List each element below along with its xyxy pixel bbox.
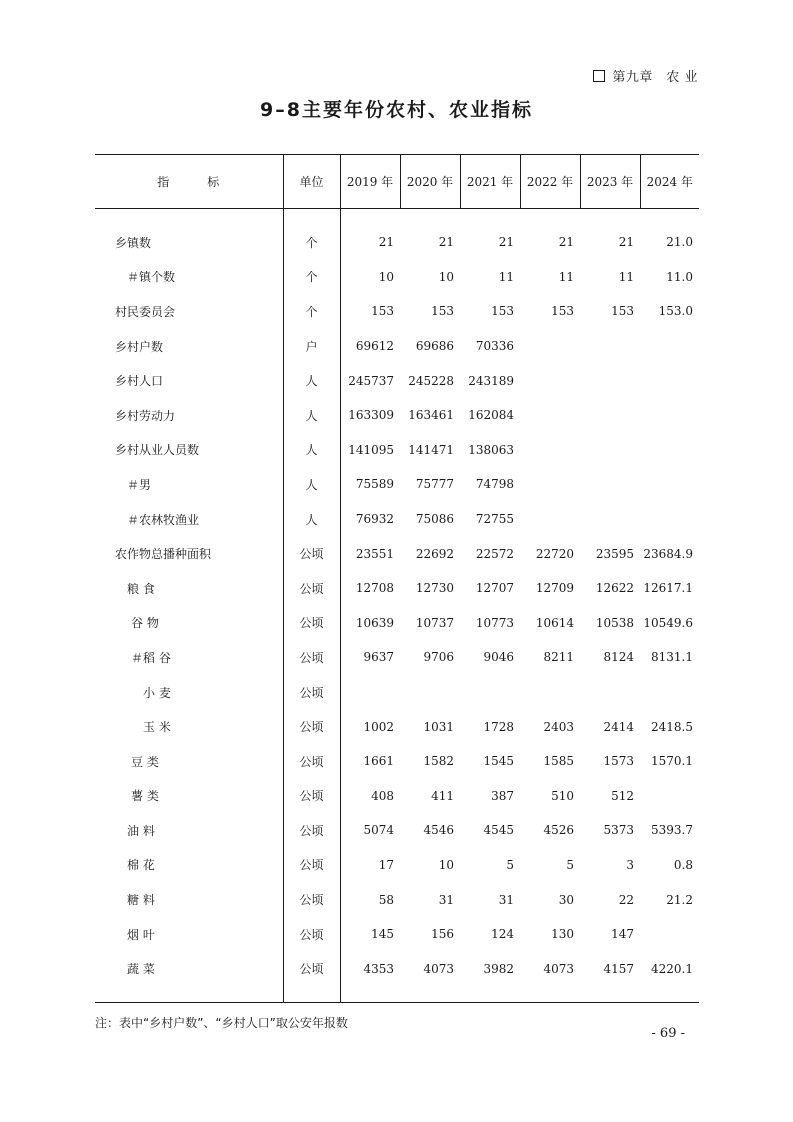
spacer-row xyxy=(95,209,699,226)
header-year: 2020 年 xyxy=(400,155,460,209)
row-indicator: 蔬 菜 xyxy=(127,962,155,977)
row-value: 4353 xyxy=(363,961,394,976)
row-value: 1002 xyxy=(363,719,394,734)
row-value: 2403 xyxy=(543,719,574,734)
table-row xyxy=(95,225,699,260)
row-value xyxy=(640,779,699,814)
row-indicator: 玉 米 xyxy=(143,720,171,735)
row-value xyxy=(640,329,699,364)
row-unit: 公顷 xyxy=(283,606,340,641)
row-value: 153 xyxy=(611,304,634,319)
row-value: 153 xyxy=(431,304,454,319)
row-value: 156 xyxy=(431,927,454,942)
row-value: 1582 xyxy=(423,754,454,769)
row-value: 10549.6 xyxy=(643,615,693,630)
row-value: 153 xyxy=(491,304,514,319)
row-value: 30 xyxy=(558,892,574,907)
row-unit: 公顷 xyxy=(283,709,340,744)
row-value: 12707 xyxy=(475,581,514,596)
row-value: 153.0 xyxy=(658,304,693,319)
row-indicator: 谷 物 xyxy=(131,616,159,631)
row-value: 2418.5 xyxy=(651,719,693,734)
row-value: 69612 xyxy=(355,339,394,354)
row-unit: 公顷 xyxy=(283,951,340,986)
row-value xyxy=(520,467,580,502)
row-value: 21 xyxy=(498,235,514,250)
indicator-table-wrapper xyxy=(95,154,699,1003)
row-value xyxy=(580,502,640,537)
row-value: 5 xyxy=(506,857,514,872)
row-value: 1570.1 xyxy=(651,754,693,769)
row-value: 21.0 xyxy=(666,235,693,250)
row-value: 510 xyxy=(551,788,574,803)
row-value: 8131.1 xyxy=(651,650,693,665)
row-value: 22692 xyxy=(415,546,454,561)
row-value xyxy=(640,917,699,952)
row-value: 11 xyxy=(558,269,574,284)
table-row xyxy=(95,848,699,883)
row-unit: 公顷 xyxy=(283,917,340,952)
row-value: 4546 xyxy=(423,823,454,838)
row-value: 10 xyxy=(378,269,394,284)
row-unit: 人 xyxy=(283,502,340,537)
row-value: 9706 xyxy=(423,650,454,665)
row-value: 10614 xyxy=(535,615,574,630)
header-year: 2021 年 xyxy=(460,155,520,209)
table-row xyxy=(95,675,699,710)
row-unit: 公顷 xyxy=(283,536,340,571)
row-value: 3982 xyxy=(483,961,514,976)
row-value: 10773 xyxy=(475,615,514,630)
row-value: 11 xyxy=(498,269,514,284)
table-row xyxy=(95,363,699,398)
row-indicator: 乡村从业人员数 xyxy=(115,443,200,458)
row-value xyxy=(340,675,400,710)
row-value: 5 xyxy=(566,857,574,872)
row-value: 4073 xyxy=(423,961,454,976)
header-indicator: 指标 xyxy=(95,155,283,209)
row-value: 163309 xyxy=(348,408,394,423)
row-indicator: ＃镇个数 xyxy=(127,270,176,285)
row-value: 75589 xyxy=(355,477,394,492)
header-year: 2024 年 xyxy=(640,155,699,209)
table-note: 注：表中“乡村户数”、“乡村人口”取公安年报数 xyxy=(95,1016,348,1030)
row-value: 147 xyxy=(611,927,634,942)
row-indicator: ＃男 xyxy=(127,477,152,492)
row-value xyxy=(520,433,580,468)
table-row xyxy=(95,606,699,641)
row-value xyxy=(580,467,640,502)
row-indicator: 村民委员会 xyxy=(115,304,176,319)
row-value: 75777 xyxy=(415,477,454,492)
row-value: 163461 xyxy=(408,408,454,423)
table-row xyxy=(95,294,699,329)
row-unit: 公顷 xyxy=(283,675,340,710)
row-unit: 公顷 xyxy=(283,779,340,814)
row-value: 10538 xyxy=(595,615,634,630)
row-value: 10 xyxy=(438,857,454,872)
row-value: 387 xyxy=(491,788,514,803)
page-title: 9–8主要年份农村、农业指标 xyxy=(260,99,533,121)
table-row xyxy=(95,951,699,986)
row-value: 153 xyxy=(371,304,394,319)
page-number: - 69 - xyxy=(651,1026,685,1041)
row-value: 4073 xyxy=(543,961,574,976)
row-value: 23551 xyxy=(355,546,394,561)
row-value xyxy=(400,675,460,710)
row-indicator: 乡村人口 xyxy=(115,374,164,389)
row-value: 11.0 xyxy=(666,269,693,284)
row-unit: 人 xyxy=(283,433,340,468)
row-value: 22 xyxy=(618,892,634,907)
row-value: 22720 xyxy=(535,546,574,561)
row-indicator: 糖 料 xyxy=(127,893,155,908)
row-value: 124 xyxy=(491,927,514,942)
row-indicator: ＃农林牧渔业 xyxy=(127,512,200,527)
row-value: 5074 xyxy=(363,823,394,838)
row-indicator: 棉 花 xyxy=(127,858,155,873)
row-value: 1031 xyxy=(423,719,454,734)
row-value: 141471 xyxy=(408,442,454,457)
row-value: 130 xyxy=(551,927,574,942)
row-value xyxy=(520,398,580,433)
row-value: 23595 xyxy=(595,546,634,561)
row-value: 12622 xyxy=(595,581,634,596)
row-value: 21 xyxy=(438,235,454,250)
chapter-label: 第九章 农 业 xyxy=(612,70,698,85)
header-unit: 单位 xyxy=(283,155,340,209)
row-value: 76932 xyxy=(355,512,394,527)
header-year: 2023 年 xyxy=(580,155,640,209)
row-value: 11 xyxy=(618,269,634,284)
row-value: 9637 xyxy=(363,650,394,665)
row-value: 8124 xyxy=(603,650,634,665)
row-value xyxy=(580,329,640,364)
row-indicator: 乡村户数 xyxy=(115,339,164,354)
row-value: 245737 xyxy=(348,373,394,388)
row-value: 2414 xyxy=(603,719,634,734)
row-value xyxy=(580,675,640,710)
row-unit: 个 xyxy=(283,260,340,295)
row-value: 9046 xyxy=(483,650,514,665)
row-unit: 公顷 xyxy=(283,848,340,883)
table-row xyxy=(95,571,699,606)
table-row xyxy=(95,502,699,537)
row-value xyxy=(520,363,580,398)
row-value xyxy=(640,398,699,433)
row-value: 10737 xyxy=(415,615,454,630)
row-value: 10 xyxy=(438,269,454,284)
row-value: 1573 xyxy=(603,754,634,769)
row-unit: 人 xyxy=(283,398,340,433)
row-indicator: 豆 类 xyxy=(131,754,159,769)
row-value: 4526 xyxy=(543,823,574,838)
square-icon xyxy=(593,70,605,82)
row-value: 69686 xyxy=(415,339,454,354)
row-value: 1661 xyxy=(363,754,394,769)
table-row xyxy=(95,640,699,675)
row-value: 17 xyxy=(378,857,394,872)
row-value: 1585 xyxy=(543,754,574,769)
row-value: 12730 xyxy=(415,581,454,596)
row-value xyxy=(640,502,699,537)
row-value: 5393.7 xyxy=(651,823,693,838)
table-row xyxy=(95,779,699,814)
indicator-table xyxy=(95,154,699,1003)
row-indicator: ＃稻 谷 xyxy=(131,650,171,665)
row-value: 75086 xyxy=(415,512,454,527)
row-value: 21.2 xyxy=(666,892,693,907)
table-row xyxy=(95,260,699,295)
row-unit: 个 xyxy=(283,294,340,329)
row-indicator: 粮 食 xyxy=(127,581,155,596)
row-indicator: 农作物总播种面积 xyxy=(115,547,212,562)
row-value: 21 xyxy=(618,235,634,250)
row-value xyxy=(640,433,699,468)
row-value: 4545 xyxy=(483,823,514,838)
row-value: 162084 xyxy=(468,408,514,423)
row-unit: 人 xyxy=(283,467,340,502)
row-indicator: 烟 叶 xyxy=(127,927,155,942)
row-unit: 公顷 xyxy=(283,813,340,848)
row-unit: 个 xyxy=(283,225,340,260)
spacer-row xyxy=(95,986,699,1003)
table-row xyxy=(95,536,699,571)
row-indicator: 乡镇数 xyxy=(115,235,152,250)
row-value: 138063 xyxy=(468,442,514,457)
row-value xyxy=(640,675,699,710)
row-value xyxy=(580,433,640,468)
row-value: 12617.1 xyxy=(643,581,693,596)
table-body xyxy=(95,209,699,1003)
row-value: 5373 xyxy=(603,823,634,838)
row-value xyxy=(520,329,580,364)
row-value: 8211 xyxy=(543,650,574,665)
row-value: 31 xyxy=(498,892,514,907)
header-year: 2019 年 xyxy=(340,155,400,209)
row-value: 4220.1 xyxy=(651,961,693,976)
row-value: 70336 xyxy=(475,339,514,354)
row-value: 12708 xyxy=(355,581,394,596)
table-row xyxy=(95,398,699,433)
row-value: 58 xyxy=(378,892,394,907)
row-value: 22572 xyxy=(475,546,514,561)
row-value: 23684.9 xyxy=(643,546,693,561)
row-value: 1545 xyxy=(483,754,514,769)
row-value: 3 xyxy=(626,857,634,872)
table-row xyxy=(95,467,699,502)
row-value xyxy=(640,363,699,398)
row-value xyxy=(520,675,580,710)
row-indicator: 乡村劳动力 xyxy=(115,408,176,423)
row-unit: 人 xyxy=(283,363,340,398)
table-header-row xyxy=(95,155,699,209)
table-row xyxy=(95,917,699,952)
row-value: 153 xyxy=(551,304,574,319)
row-value: 0.8 xyxy=(673,857,693,872)
row-unit: 公顷 xyxy=(283,640,340,675)
chapter-header xyxy=(593,66,698,85)
row-value xyxy=(580,398,640,433)
row-value: 512 xyxy=(611,788,634,803)
row-value: 72755 xyxy=(475,512,514,527)
row-value: 21 xyxy=(378,235,394,250)
row-value: 10639 xyxy=(355,615,394,630)
row-value: 411 xyxy=(431,788,454,803)
row-value: 141095 xyxy=(348,442,394,457)
row-value: 12709 xyxy=(535,581,574,596)
table-row xyxy=(95,744,699,779)
row-unit: 公顷 xyxy=(283,744,340,779)
row-value: 21 xyxy=(558,235,574,250)
row-value: 245228 xyxy=(408,373,454,388)
row-value: 408 xyxy=(371,788,394,803)
row-indicator: 油 料 xyxy=(127,823,155,838)
table-row xyxy=(95,882,699,917)
row-value: 31 xyxy=(438,892,454,907)
row-value xyxy=(460,675,520,710)
row-value: 145 xyxy=(371,927,394,942)
row-value: 74798 xyxy=(475,477,514,492)
row-value: 243189 xyxy=(468,373,514,388)
header-year: 2022 年 xyxy=(520,155,580,209)
table-row xyxy=(95,813,699,848)
row-unit: 公顷 xyxy=(283,882,340,917)
table-row xyxy=(95,709,699,744)
row-value: 4157 xyxy=(603,961,634,976)
row-indicator: 小 麦 xyxy=(143,685,171,700)
row-unit: 户 xyxy=(283,329,340,364)
row-value xyxy=(580,363,640,398)
row-value xyxy=(520,502,580,537)
row-unit: 公顷 xyxy=(283,571,340,606)
row-indicator: 薯 类 xyxy=(131,789,159,804)
table-row xyxy=(95,433,699,468)
table-row xyxy=(95,329,699,364)
row-value xyxy=(640,467,699,502)
row-value: 1728 xyxy=(483,719,514,734)
